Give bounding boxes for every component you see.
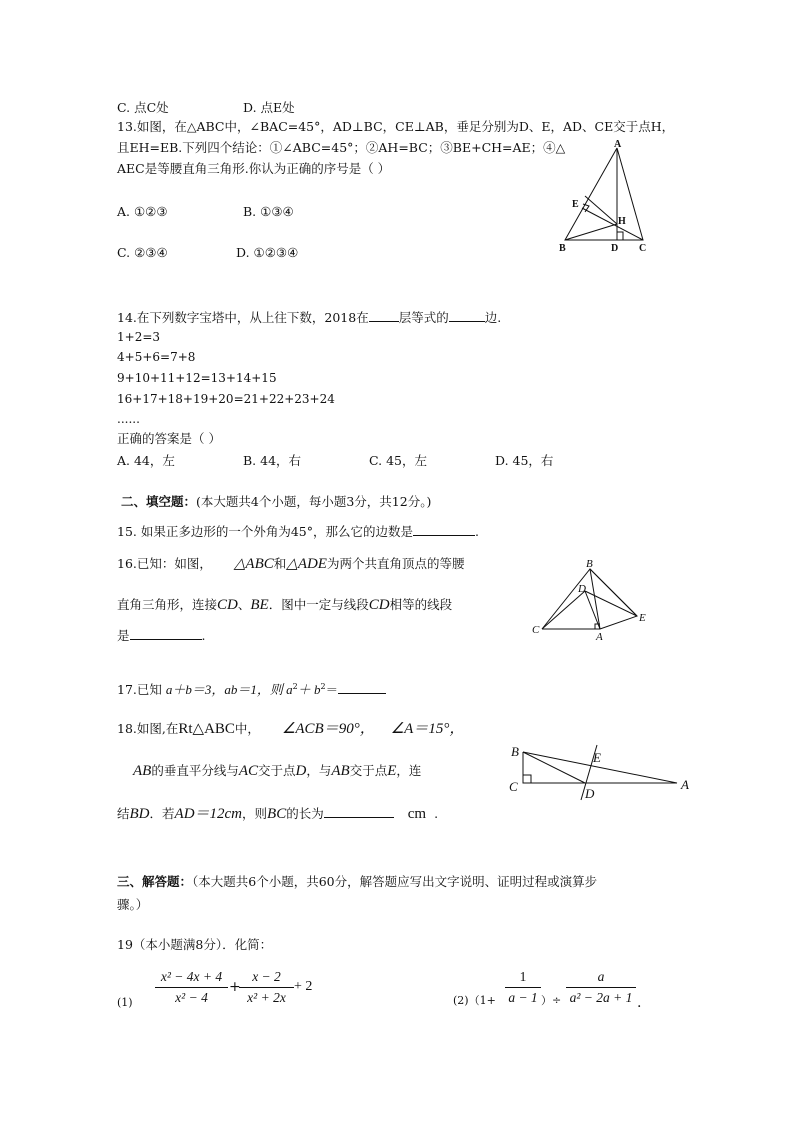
q19-title: 19（本小题满8分）．化简： — [117, 937, 273, 952]
q18-period: . — [434, 806, 439, 821]
q18-seg-ab: AB — [133, 763, 152, 779]
q15-blank[interactable] — [413, 524, 475, 536]
q16-text-f: 是 — [117, 628, 130, 643]
q16-label-d: D — [578, 583, 586, 595]
q14-option-c: C. 45，左 — [369, 453, 427, 468]
q18-given-ad: AD＝12cm — [174, 806, 243, 822]
q19-f3-numerator: 1 — [519, 969, 527, 984]
q16-triangle-figure — [527, 555, 657, 645]
q19-f2-denominator: x² + 2x — [247, 989, 286, 1005]
q16-and: 和 — [273, 556, 287, 571]
q18-text-mid: 中， — [234, 721, 260, 736]
q18-seg-bc: BC — [267, 806, 287, 822]
q13-segment-he — [585, 196, 617, 224]
q16-seg-cd: CD — [217, 597, 238, 613]
q16-seg-cd-2: CD — [368, 597, 390, 613]
q13-label-a: A — [614, 139, 622, 150]
q16-text-e: 相等的线段 — [389, 597, 453, 612]
q18-text-l3g: 的长为 — [286, 806, 324, 821]
q18-label-b: B — [511, 744, 519, 759]
q13-label-c: C — [639, 243, 647, 254]
q13-right-angle-d — [617, 232, 623, 240]
q14-option-d: D. 45，右 — [495, 453, 554, 468]
q14-stem-c: 边. — [484, 310, 502, 325]
q19-fraction-3 — [505, 970, 541, 1004]
q14-option-b: B. 44，右 — [243, 453, 302, 468]
q17-expr: a＋b＝3，ab＝1，则 a — [165, 682, 293, 697]
q14-blank-1[interactable] — [369, 310, 399, 322]
q13-altitude-ce — [582, 208, 643, 240]
q14-blank-2[interactable] — [449, 310, 485, 322]
q18-right-angle-c — [523, 775, 531, 783]
section3-desc: （本大题共6个小题，共60分，解答题应写出文字说明、证明过程或演算步 — [192, 874, 598, 889]
q19-fraction-2 — [239, 970, 294, 1004]
q18-triangle-figure — [505, 740, 695, 805]
q17-text-a: 17.已知 — [117, 682, 162, 697]
section2-title: 二、填空题： — [121, 494, 197, 509]
q16-line2 — [117, 598, 452, 613]
q13-option-d: D. ①②③④ — [236, 245, 299, 260]
section3-desc-2: 骤。） — [117, 897, 149, 912]
q14-row-5: ...... — [117, 412, 140, 426]
q13-option-c: C. ②③④ — [117, 245, 168, 260]
q18-seg-bd: BD — [129, 806, 150, 822]
q17-sup-2: 2 — [320, 681, 326, 691]
q12-option-d: D. 点E处 — [243, 100, 295, 115]
q16-seg-be: BE — [250, 597, 269, 613]
q19-part2-close: ）÷ — [541, 994, 562, 1007]
q13-stem-line3: AEC是等腰直角三角形.你认为正确的序号是（ ） — [117, 161, 391, 176]
q17-eq: ＝ — [325, 682, 339, 697]
q13-option-a: A. ①②③ — [117, 204, 168, 219]
q18-segment-bd — [523, 752, 585, 783]
q18-text-a: 18.如图,在 — [117, 721, 179, 736]
q16-label-b: B — [586, 558, 593, 570]
q18-label-e: E — [593, 750, 601, 765]
q14-stem — [117, 310, 501, 325]
q16-label-a: A — [596, 631, 603, 643]
q16-label-c: C — [532, 624, 540, 636]
q15-stem — [117, 524, 479, 539]
q18-angle-a: ∠A＝15°， — [390, 721, 465, 737]
q16-triangle-ade: △ADE — [286, 556, 327, 572]
q18-unit: cm — [407, 806, 427, 822]
q13-triangle-figure — [555, 138, 655, 258]
q16-text-g: . — [201, 628, 206, 643]
q19-f3-denominator: a − 1 — [508, 989, 538, 1005]
section3-title: 三、解答题： — [117, 874, 193, 889]
q18-line2 — [133, 764, 421, 779]
q14-stem-a: 14.在下列数字宝塔中，从上往下数，2018在 — [117, 310, 369, 325]
section2-desc: (本大题共4个小题，每小题3分，共12分。) — [196, 494, 432, 509]
q13-label-e: E — [572, 199, 579, 210]
q19-fraction-1 — [155, 970, 228, 1004]
q17-blank[interactable] — [338, 682, 386, 694]
q18-label-c: C — [509, 779, 518, 794]
q17-plus-b: ＋ b — [297, 682, 321, 697]
q16-text-c: 直角三角形，连接 — [117, 597, 218, 612]
q17-stem — [117, 682, 386, 697]
q16-label-e: E — [639, 612, 646, 624]
q14-stem-b: 层等式的 — [398, 310, 449, 325]
q13-triangle-abc — [565, 148, 643, 240]
q18-label-d: D — [585, 786, 595, 801]
q14-option-a: A. 44，左 — [117, 453, 175, 468]
q14-row-2: 4+5+6=7+8 — [117, 350, 196, 364]
q16-segment-de — [585, 591, 637, 616]
q19-part2-label: (2)（1+ — [453, 994, 496, 1007]
q19-part1-label: (1) — [117, 996, 133, 1009]
q14-ask: 正确的答案是（ ） — [117, 431, 221, 446]
q16-line1 — [117, 557, 465, 572]
q18-blank[interactable] — [324, 806, 394, 818]
q16-text-a: 16.已知：如图， — [117, 556, 212, 571]
q12-option-c: C. 点C处 — [117, 100, 169, 115]
q19-f1-numerator: x² − 4x + 4 — [160, 969, 223, 984]
q13-stem-line1: 13.如图，在△ABC中，∠BAC=45°，AD⊥BC，CE⊥AB，垂足分别为D、E，AD、CE交于点H， — [117, 119, 675, 134]
q13-option-b: B. ①③④ — [243, 204, 294, 219]
section3-heading — [117, 876, 597, 889]
q18-seg-ac: AC — [238, 763, 259, 779]
q18-rt-abc: Rt△ABC — [178, 721, 235, 737]
q19-f2-numerator: x − 2 — [252, 969, 281, 984]
q15-text-b: . — [475, 524, 479, 539]
q17-sup-1: 2 — [292, 681, 298, 691]
q13-label-b: B — [559, 243, 566, 254]
q18-line3 — [117, 806, 438, 822]
q13-label-d: D — [611, 243, 619, 254]
q19-f4-denominator: a² − 2a + 1 — [569, 989, 633, 1005]
q18-text-l3a: 结 — [117, 806, 130, 821]
q15-text-a: 15. 如果正多边形的一个外角为45°，那么它的边数是 — [117, 524, 414, 539]
q16-text-b: 为两个共直角顶点的等腰 — [326, 556, 465, 571]
q16-segment-cd — [542, 591, 585, 629]
q16-outline — [542, 569, 637, 629]
q18-point-e: E — [387, 763, 397, 779]
q13-stem-line2: 且EH=EB.下列四个结论：①∠ABC=45°；②AH=BC；③BE+CH=AE；④△ — [117, 140, 566, 155]
q19-f1-denominator: x² − 4 — [175, 989, 208, 1005]
q19-plus-2: + 2 — [294, 979, 313, 994]
q19-plus-1: + — [229, 979, 241, 995]
q18-seg-ab-2: AB — [331, 763, 350, 779]
q18-point-d: D — [295, 763, 307, 779]
q18-line1 — [117, 722, 464, 737]
q14-row-4: 16+17+18+19+20=21+22+23+24 — [117, 392, 335, 406]
q19-end: . — [637, 995, 642, 1011]
q18-text-l3c: ．若 — [149, 806, 175, 821]
q16-line3 — [117, 628, 206, 643]
q18-text-l2f: ，与 — [306, 763, 332, 778]
q18-text-l2j: ，连 — [396, 763, 422, 778]
q16-triangle-abc: △ABC — [233, 556, 274, 572]
q14-row-3: 9+10+11+12=13+14+15 — [117, 371, 277, 385]
q16-sep: 、 — [237, 597, 251, 612]
q18-text-l2b: 的垂直平分线与 — [151, 763, 239, 778]
section2-heading — [121, 496, 431, 509]
q18-angle-acb: ∠ACB＝90°， — [281, 721, 375, 737]
q18-text-l2d: 交于点 — [258, 763, 296, 778]
q18-label-a: A — [681, 777, 689, 792]
q13-label-h: H — [618, 216, 626, 227]
q16-blank[interactable] — [130, 628, 202, 640]
q14-row-1: 1+2=3 — [117, 330, 161, 344]
q16-text-d: ．图中一定与线段 — [268, 597, 369, 612]
q18-text-l2h: 交于点 — [349, 763, 388, 778]
q18-text-l3e: ，则 — [242, 806, 268, 821]
q19-fraction-4 — [566, 970, 636, 1004]
q19-f4-numerator: a — [597, 969, 605, 984]
